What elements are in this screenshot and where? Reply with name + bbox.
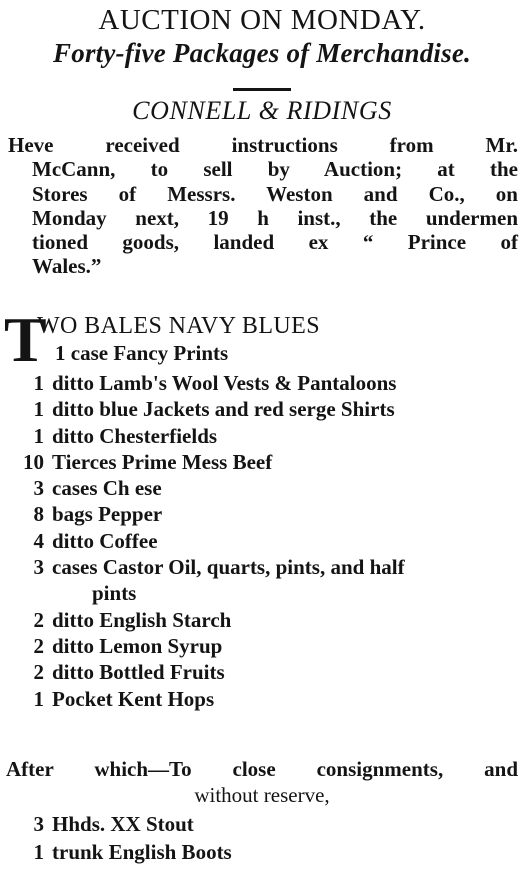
item-text: ditto blue Jackets and red serge Shirts xyxy=(52,397,395,422)
item-description xyxy=(52,370,522,396)
intro-line: McCann, to sell by Auction; at the xyxy=(32,157,518,182)
list-item xyxy=(14,370,522,396)
subheadline: Forty-five Packages of Merchandise. xyxy=(53,38,471,68)
intro-paragraph xyxy=(8,133,518,279)
item-quantity: 8 xyxy=(33,502,44,527)
item-quantity: 1 xyxy=(33,423,44,448)
item-quantity: 1 xyxy=(33,371,44,395)
item-quantity: 1 xyxy=(33,840,44,864)
item-quantity: 4 xyxy=(33,528,44,553)
item-description xyxy=(52,423,522,449)
item-description xyxy=(52,396,522,422)
goods-list xyxy=(14,370,522,712)
list-item xyxy=(14,686,522,712)
item-quantity: 1 xyxy=(33,686,44,711)
item-description xyxy=(52,475,522,501)
list-item xyxy=(14,633,522,659)
item-quantity: 1 xyxy=(33,397,44,422)
item-quantity: 3 xyxy=(33,555,44,580)
item-description xyxy=(52,810,194,838)
item-text: ditto Chesterfields xyxy=(52,423,218,448)
list-item xyxy=(14,838,522,866)
list-item xyxy=(14,501,522,527)
list-item xyxy=(14,554,522,607)
item-text: cases Castor Oil, quarts, pints, and half xyxy=(52,555,405,580)
item-text: ditto Bottled Fruits xyxy=(52,660,225,685)
item-quantity: 3 xyxy=(33,812,44,836)
list-item xyxy=(14,810,522,838)
item-quantity: 10 xyxy=(23,449,44,474)
lead-item-second: 1 case Fancy Prints xyxy=(55,341,229,365)
item-text: cases Ch ese xyxy=(52,476,162,501)
after-note xyxy=(6,756,518,808)
item-text: ditto English Starch xyxy=(52,607,232,632)
consignment-list xyxy=(14,810,522,866)
divider-rule xyxy=(233,88,291,91)
item-quantity: 2 xyxy=(33,660,44,685)
item-quantity: 2 xyxy=(33,633,44,658)
item-text: Hhds. XX Stout xyxy=(52,812,194,836)
intro-line: Wales.” xyxy=(32,254,102,279)
item-text: ditto Lemon Syrup xyxy=(52,633,223,658)
list-item xyxy=(14,449,522,475)
item-description xyxy=(52,633,522,659)
drop-cap: T xyxy=(4,304,47,375)
item-description xyxy=(52,501,522,527)
intro-line: tioned goods, landed ex “ Prince of xyxy=(32,230,518,255)
item-text: trunk English Boots xyxy=(52,840,232,864)
list-item xyxy=(14,607,522,633)
item-text: Tierces Prime Mess Beef xyxy=(52,449,273,474)
list-item xyxy=(14,528,522,554)
list-item xyxy=(14,475,522,501)
item-description xyxy=(52,528,522,554)
item-description xyxy=(52,449,522,475)
intro-line: Stores of Messrs. Weston and Co., on xyxy=(32,181,518,206)
after-note-line: After which—To close consignments, and xyxy=(6,757,518,781)
item-quantity: 2 xyxy=(33,607,44,632)
item-description xyxy=(52,838,232,866)
item-description xyxy=(52,607,522,633)
list-item xyxy=(14,423,522,449)
headline: AUCTION ON MONDAY. xyxy=(98,4,426,36)
item-continuation: pints xyxy=(92,581,137,606)
item-description xyxy=(52,659,522,685)
intro-line: Monday next, 19 h inst., the undermen xyxy=(32,205,518,230)
item-quantity: 3 xyxy=(33,476,44,501)
intro-line: Heve received instructions from Mr. xyxy=(8,133,518,157)
item-description xyxy=(52,554,522,607)
item-text: Pocket Kent Hops xyxy=(52,686,215,711)
item-text: ditto Coffee xyxy=(52,528,158,553)
item-description xyxy=(52,686,522,712)
firm-name: CONNELL & RIDINGS xyxy=(132,96,392,125)
item-text: bags Pepper xyxy=(52,502,163,527)
item-text: ditto Lamb's Wool Vests & Pantaloons xyxy=(52,371,397,395)
after-note-line: without reserve, xyxy=(194,783,330,807)
lead-item-heading: WO BALES NAVY BLUES xyxy=(37,313,320,339)
list-item xyxy=(14,659,522,685)
list-item xyxy=(14,396,522,422)
